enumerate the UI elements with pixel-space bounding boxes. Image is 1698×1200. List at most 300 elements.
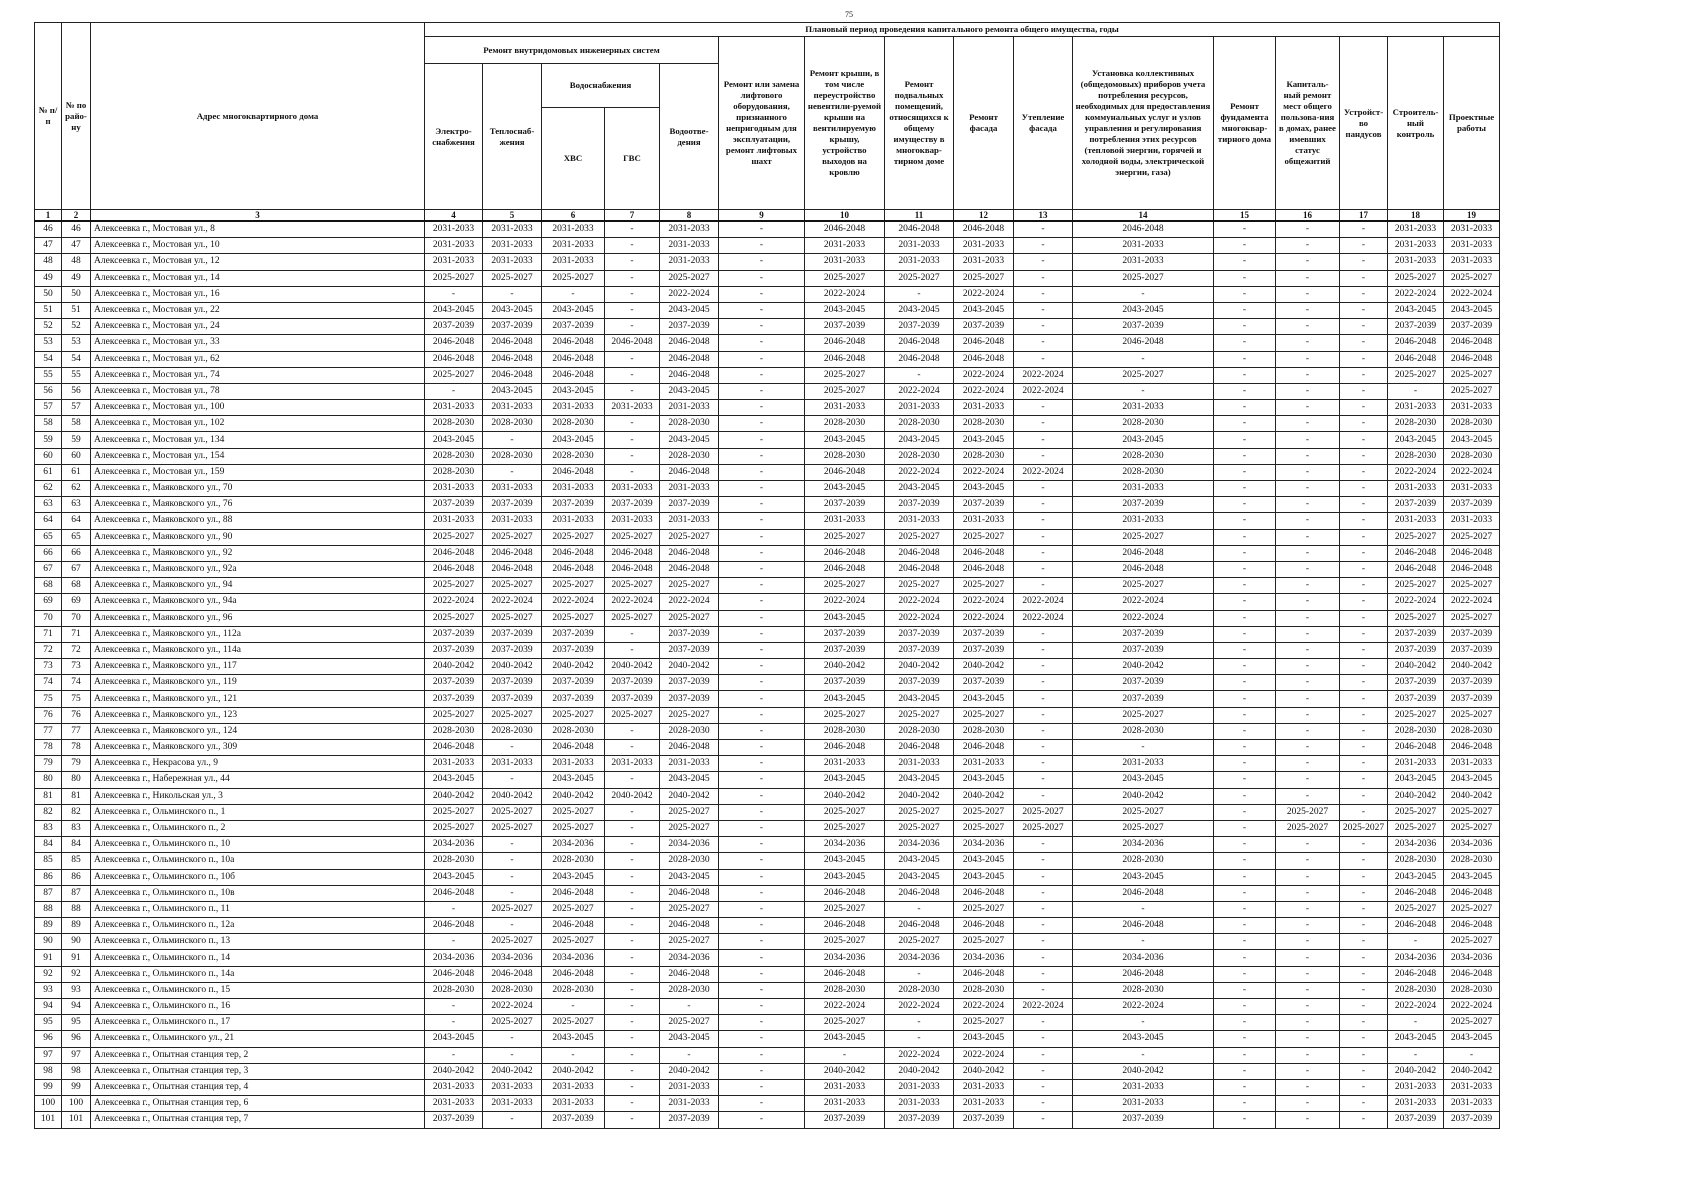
table-row: [35, 1015, 1500, 1031]
table-cell: 2031-2033: [542, 221, 605, 238]
table-cell: 2043-2045: [954, 481, 1014, 497]
table-cell: -: [1340, 1063, 1388, 1079]
table-cell: 2046-2048: [954, 561, 1014, 577]
table-cell: 2046-2048: [425, 966, 483, 982]
table-row: [35, 578, 1500, 594]
table-cell: -: [719, 367, 805, 383]
table-cell: 2025-2027: [954, 934, 1014, 950]
table-cell: 2043-2045: [660, 302, 719, 318]
row-number: 53: [35, 335, 62, 351]
table-cell: 2043-2045: [885, 691, 954, 707]
table-row: [35, 1031, 1500, 1047]
table-cell: -: [1214, 1096, 1276, 1112]
district-number: 47: [62, 238, 91, 254]
table-cell: -: [1014, 448, 1073, 464]
table-cell: 2037-2039: [1444, 675, 1500, 691]
table-cell: 2028-2030: [542, 416, 605, 432]
table-cell: -: [1214, 1031, 1276, 1047]
address-cell: Алексеевка г., Опытная станция тер, 3: [91, 1063, 425, 1079]
table-cell: -: [1073, 934, 1214, 950]
table-cell: -: [719, 626, 805, 642]
table-cell: 2040-2042: [954, 788, 1014, 804]
table-cell: 2028-2030: [805, 723, 885, 739]
row-number: 46: [35, 221, 62, 238]
table-cell: 2043-2045: [542, 383, 605, 399]
table-cell: 2031-2033: [542, 481, 605, 497]
table-cell: -: [1276, 918, 1340, 934]
table-cell: 2031-2033: [1388, 513, 1444, 529]
table-cell: 2025-2027: [1014, 820, 1073, 836]
table-cell: 2046-2048: [954, 545, 1014, 561]
table-cell: -: [1276, 1096, 1340, 1112]
table-cell: -: [719, 1112, 805, 1128]
column-number: 16: [1276, 210, 1340, 222]
table-cell: -: [483, 869, 542, 885]
table-cell: -: [483, 853, 542, 869]
table-cell: 2031-2033: [425, 1079, 483, 1095]
table-cell: 2025-2027: [805, 578, 885, 594]
district-number: 49: [62, 270, 91, 286]
table-cell: -: [483, 286, 542, 302]
table-cell: 2028-2030: [425, 853, 483, 869]
district-number: 99: [62, 1079, 91, 1095]
district-number: 51: [62, 302, 91, 318]
table-cell: -: [719, 513, 805, 529]
address-cell: Алексеевка г., Мостовая ул., 74: [91, 367, 425, 383]
table-cell: 2031-2033: [660, 1096, 719, 1112]
table-cell: -: [542, 1047, 605, 1063]
table-cell: 2025-2027: [660, 934, 719, 950]
table-cell: 2022-2024: [1014, 594, 1073, 610]
column-number: 17: [1340, 210, 1388, 222]
table-cell: 2037-2039: [954, 497, 1014, 513]
table-cell: 2025-2027: [483, 578, 542, 594]
district-number: 48: [62, 254, 91, 270]
table-cell: -: [719, 1015, 805, 1031]
table-cell: 2022-2024: [954, 383, 1014, 399]
table-cell: 2028-2030: [954, 448, 1014, 464]
table-cell: -: [1214, 804, 1276, 820]
table-cell: 2022-2024: [1444, 286, 1500, 302]
table-cell: 2031-2033: [425, 1096, 483, 1112]
table-cell: -: [483, 837, 542, 853]
district-number: 53: [62, 335, 91, 351]
table-cell: 2040-2042: [542, 788, 605, 804]
table-cell: 2031-2033: [605, 756, 660, 772]
table-cell: 2031-2033: [483, 221, 542, 238]
table-cell: 2025-2027: [805, 367, 885, 383]
table-cell: 2025-2027: [885, 804, 954, 820]
table-cell: -: [1214, 999, 1276, 1015]
table-cell: 2025-2027: [425, 804, 483, 820]
table-cell: -: [1214, 481, 1276, 497]
table-cell: -: [1340, 723, 1388, 739]
table-cell: -: [660, 999, 719, 1015]
table-cell: 2028-2030: [425, 982, 483, 998]
table-cell: 2043-2045: [425, 772, 483, 788]
row-number: 48: [35, 254, 62, 270]
table-cell: -: [1276, 561, 1340, 577]
table-cell: 2025-2027: [1444, 707, 1500, 723]
table-cell: 2022-2024: [1388, 464, 1444, 480]
table-cell: -: [1276, 464, 1340, 480]
table-cell: 2046-2048: [660, 561, 719, 577]
table-cell: 2040-2042: [1073, 659, 1214, 675]
table-cell: -: [605, 820, 660, 836]
table-cell: -: [1388, 934, 1444, 950]
table-cell: -: [1340, 1079, 1388, 1095]
table-cell: 2046-2048: [1388, 885, 1444, 901]
table-cell: 2040-2042: [660, 659, 719, 675]
table-cell: 2028-2030: [1073, 982, 1214, 998]
row-number: 87: [35, 885, 62, 901]
table-row: [35, 982, 1500, 998]
row-number: 71: [35, 626, 62, 642]
table-row: [35, 853, 1500, 869]
table-cell: -: [885, 901, 954, 917]
table-cell: 2043-2045: [805, 481, 885, 497]
district-number: 100: [62, 1096, 91, 1112]
row-number: 97: [35, 1047, 62, 1063]
table-cell: -: [1340, 513, 1388, 529]
table-cell: 2043-2045: [805, 610, 885, 626]
table-cell: 2031-2033: [483, 1079, 542, 1095]
address-cell: Алексеевка г., Опытная станция тер, 7: [91, 1112, 425, 1128]
table-cell: 2025-2027: [605, 610, 660, 626]
address-cell: Алексеевка г., Мостовая ул., 10: [91, 238, 425, 254]
table-cell: 2025-2027: [1276, 820, 1340, 836]
table-cell: -: [605, 837, 660, 853]
row-number: 91: [35, 950, 62, 966]
table-cell: 2037-2039: [954, 1112, 1014, 1128]
row-number: 65: [35, 529, 62, 545]
table-row: [35, 723, 1500, 739]
table-cell: 2025-2027: [425, 578, 483, 594]
table-cell: 2043-2045: [885, 853, 954, 869]
table-cell: 2028-2030: [885, 416, 954, 432]
table-cell: -: [425, 934, 483, 950]
table-cell: -: [1073, 1015, 1214, 1031]
table-cell: -: [719, 578, 805, 594]
table-cell: 2025-2027: [660, 901, 719, 917]
table-cell: 2043-2045: [542, 1031, 605, 1047]
address-cell: Алексеевка г., Опытная станция тер, 6: [91, 1096, 425, 1112]
table-cell: 2043-2045: [1388, 869, 1444, 885]
table-cell: -: [1214, 788, 1276, 804]
table-cell: -: [605, 286, 660, 302]
table-cell: 2031-2033: [1073, 238, 1214, 254]
table-cell: 2043-2045: [805, 772, 885, 788]
table-cell: -: [1340, 464, 1388, 480]
table-cell: 2037-2039: [425, 319, 483, 335]
table-cell: 2046-2048: [425, 918, 483, 934]
address-cell: Алексеевка г., Маяковского ул., 117: [91, 659, 425, 675]
header-address: Адрес многоквартирного дома: [91, 23, 425, 210]
table-cell: 2025-2027: [1388, 901, 1444, 917]
table-cell: 2025-2027: [1444, 820, 1500, 836]
address-cell: Алексеевка г., Маяковского ул., 309: [91, 740, 425, 756]
address-cell: Алексеевка г., Маяковского ул., 96: [91, 610, 425, 626]
table-cell: 2025-2027: [885, 529, 954, 545]
table-cell: 2031-2033: [954, 254, 1014, 270]
table-cell: 2040-2042: [805, 1063, 885, 1079]
table-cell: -: [1340, 885, 1388, 901]
table-cell: 2022-2024: [660, 286, 719, 302]
table-cell: 2031-2033: [542, 400, 605, 416]
table-cell: -: [1276, 545, 1340, 561]
table-cell: 2028-2030: [542, 982, 605, 998]
table-cell: 2046-2048: [542, 966, 605, 982]
table-cell: 2031-2033: [1444, 238, 1500, 254]
table-cell: -: [1340, 804, 1388, 820]
table-cell: 2025-2027: [1444, 1015, 1500, 1031]
table-cell: 2028-2030: [425, 723, 483, 739]
table-cell: -: [1276, 610, 1340, 626]
table-cell: 2025-2027: [483, 1015, 542, 1031]
district-number: 93: [62, 982, 91, 998]
table-cell: -: [605, 464, 660, 480]
table-cell: 2025-2027: [425, 367, 483, 383]
table-cell: 2028-2030: [1073, 448, 1214, 464]
table-cell: 2046-2048: [1388, 740, 1444, 756]
table-cell: -: [605, 804, 660, 820]
table-cell: 2031-2033: [660, 1079, 719, 1095]
table-cell: 2025-2027: [1444, 529, 1500, 545]
table-cell: -: [1276, 901, 1340, 917]
table-cell: -: [1073, 901, 1214, 917]
table-cell: -: [1340, 302, 1388, 318]
district-number: 58: [62, 416, 91, 432]
table-cell: 2043-2045: [1444, 302, 1500, 318]
address-cell: Алексеевка г., Ольминского ул., 21: [91, 1031, 425, 1047]
district-number: 97: [62, 1047, 91, 1063]
table-cell: 2031-2033: [885, 238, 954, 254]
table-cell: -: [605, 772, 660, 788]
table-cell: -: [1014, 1112, 1073, 1128]
table-cell: 2025-2027: [885, 270, 954, 286]
table-row: [35, 756, 1500, 772]
table-cell: -: [1014, 740, 1073, 756]
table-cell: 2037-2039: [660, 497, 719, 513]
table-cell: 2046-2048: [660, 367, 719, 383]
district-number: 56: [62, 383, 91, 399]
table-cell: 2028-2030: [483, 448, 542, 464]
table-cell: 2040-2042: [1388, 788, 1444, 804]
table-cell: 2025-2027: [605, 529, 660, 545]
table-row: [35, 788, 1500, 804]
row-number: 79: [35, 756, 62, 772]
table-cell: -: [1014, 319, 1073, 335]
table-cell: 2028-2030: [483, 416, 542, 432]
table-cell: 2046-2048: [542, 918, 605, 934]
district-number: 73: [62, 659, 91, 675]
table-cell: -: [1214, 578, 1276, 594]
table-cell: 2046-2048: [805, 561, 885, 577]
table-cell: 2022-2024: [542, 594, 605, 610]
table-cell: -: [719, 820, 805, 836]
table-cell: -: [1276, 756, 1340, 772]
table-cell: -: [1340, 740, 1388, 756]
table-cell: 2040-2042: [660, 788, 719, 804]
table-cell: -: [719, 432, 805, 448]
table-cell: 2028-2030: [954, 723, 1014, 739]
table-cell: -: [605, 319, 660, 335]
table-cell: 2022-2024: [954, 610, 1014, 626]
table-cell: 2025-2027: [542, 934, 605, 950]
table-cell: 2046-2048: [805, 966, 885, 982]
table-cell: -: [719, 1031, 805, 1047]
address-cell: Алексеевка г., Ольминского п., 17: [91, 1015, 425, 1031]
table-row: [35, 869, 1500, 885]
table-row: [35, 383, 1500, 399]
row-number: 70: [35, 610, 62, 626]
table-cell: 2043-2045: [1444, 869, 1500, 885]
table-cell: -: [1014, 1015, 1073, 1031]
address-cell: Алексеевка г., Ольминского п., 15: [91, 982, 425, 998]
table-cell: 2031-2033: [660, 238, 719, 254]
table-cell: 2025-2027: [483, 610, 542, 626]
table-cell: -: [719, 302, 805, 318]
district-number: 91: [62, 950, 91, 966]
table-cell: -: [1276, 1112, 1340, 1128]
table-cell: 2031-2033: [1444, 400, 1500, 416]
table-cell: 2025-2027: [805, 383, 885, 399]
table-cell: 2037-2039: [660, 642, 719, 658]
table-cell: 2025-2027: [1444, 578, 1500, 594]
table-cell: 2046-2048: [1388, 545, 1444, 561]
row-number: 100: [35, 1096, 62, 1112]
table-cell: 2025-2027: [954, 707, 1014, 723]
table-cell: 2034-2036: [805, 950, 885, 966]
table-cell: 2031-2033: [542, 238, 605, 254]
table-cell: -: [1276, 1015, 1340, 1031]
table-cell: 2034-2036: [660, 837, 719, 853]
table-cell: 2043-2045: [1073, 432, 1214, 448]
table-cell: -: [719, 853, 805, 869]
table-cell: -: [1214, 221, 1276, 238]
table-cell: 2028-2030: [425, 448, 483, 464]
column-number: 9: [719, 210, 805, 222]
table-cell: 2037-2039: [483, 675, 542, 691]
table-cell: 2040-2042: [954, 1063, 1014, 1079]
table-cell: 2040-2042: [1073, 788, 1214, 804]
table-cell: 2025-2027: [1388, 270, 1444, 286]
table-cell: 2037-2039: [1073, 675, 1214, 691]
table-cell: 2031-2033: [1388, 481, 1444, 497]
district-number: 46: [62, 221, 91, 238]
table-cell: 2025-2027: [954, 529, 1014, 545]
table-cell: 2025-2027: [1073, 707, 1214, 723]
table-cell: -: [1014, 1063, 1073, 1079]
table-cell: 2034-2036: [660, 950, 719, 966]
table-cell: -: [1340, 642, 1388, 658]
table-cell: 2028-2030: [1073, 464, 1214, 480]
table-cell: -: [1014, 270, 1073, 286]
table-cell: 2034-2036: [1444, 950, 1500, 966]
table-cell: 2037-2039: [805, 675, 885, 691]
table-cell: 2025-2027: [805, 270, 885, 286]
address-cell: Алексеевка г., Маяковского ул., 92а: [91, 561, 425, 577]
district-number: 61: [62, 464, 91, 480]
table-cell: 2046-2048: [1073, 335, 1214, 351]
table-cell: 2025-2027: [483, 529, 542, 545]
district-number: 59: [62, 432, 91, 448]
table-cell: -: [483, 432, 542, 448]
table-cell: 2040-2042: [660, 1063, 719, 1079]
table-cell: 2025-2027: [954, 1015, 1014, 1031]
table-cell: 2043-2045: [1073, 1031, 1214, 1047]
table-cell: -: [1014, 869, 1073, 885]
table-cell: 2034-2036: [425, 837, 483, 853]
header-water-supply: Водоснабжения: [542, 64, 660, 108]
column-number: 19: [1444, 210, 1500, 222]
table-cell: 2022-2024: [1444, 999, 1500, 1015]
table-row: [35, 820, 1500, 836]
table-cell: 2031-2033: [1388, 221, 1444, 238]
table-cell: -: [1014, 626, 1073, 642]
district-number: 81: [62, 788, 91, 804]
table-cell: 2028-2030: [1444, 448, 1500, 464]
address-cell: Алексеевка г., Опытная станция тер, 2: [91, 1047, 425, 1063]
table-cell: -: [1340, 691, 1388, 707]
row-number: 92: [35, 966, 62, 982]
table-cell: 2031-2033: [1444, 1079, 1500, 1095]
table-row: [35, 367, 1500, 383]
table-cell: -: [1340, 545, 1388, 561]
table-cell: 2022-2024: [885, 383, 954, 399]
table-cell: 2043-2045: [542, 772, 605, 788]
table-cell: -: [719, 966, 805, 982]
table-row: [35, 286, 1500, 302]
table-cell: -: [1276, 302, 1340, 318]
table-cell: -: [1014, 885, 1073, 901]
table-cell: 2037-2039: [1073, 319, 1214, 335]
table-cell: -: [605, 853, 660, 869]
table-cell: 2046-2048: [805, 885, 885, 901]
table-cell: -: [719, 400, 805, 416]
table-cell: 2028-2030: [660, 448, 719, 464]
table-cell: -: [719, 594, 805, 610]
table-row: [35, 707, 1500, 723]
address-cell: Алексеевка г., Ольминского п., 10б: [91, 869, 425, 885]
table-cell: 2046-2048: [660, 464, 719, 480]
table-cell: 2031-2033: [805, 238, 885, 254]
table-cell: 2031-2033: [885, 756, 954, 772]
table-cell: 2025-2027: [1073, 367, 1214, 383]
table-cell: 2031-2033: [542, 254, 605, 270]
table-cell: -: [719, 642, 805, 658]
table-cell: 2025-2027: [954, 820, 1014, 836]
table-cell: 2040-2042: [885, 1063, 954, 1079]
table-cell: 2043-2045: [805, 691, 885, 707]
table-cell: -: [1276, 982, 1340, 998]
table-cell: 2046-2048: [1388, 335, 1444, 351]
table-cell: -: [1276, 869, 1340, 885]
header-design-works: Проектные работы: [1444, 37, 1500, 210]
column-number: 11: [885, 210, 954, 222]
table-cell: 2037-2039: [425, 642, 483, 658]
table-cell: -: [605, 1031, 660, 1047]
table-row: [35, 675, 1500, 691]
table-cell: 2025-2027: [805, 529, 885, 545]
table-cell: -: [1214, 820, 1276, 836]
table-cell: 2046-2048: [885, 545, 954, 561]
table-cell: -: [1340, 934, 1388, 950]
table-cell: 2025-2027: [1444, 934, 1500, 950]
table-cell: -: [425, 286, 483, 302]
table-cell: -: [1340, 659, 1388, 675]
header-cold-water: ХВС: [542, 108, 605, 210]
